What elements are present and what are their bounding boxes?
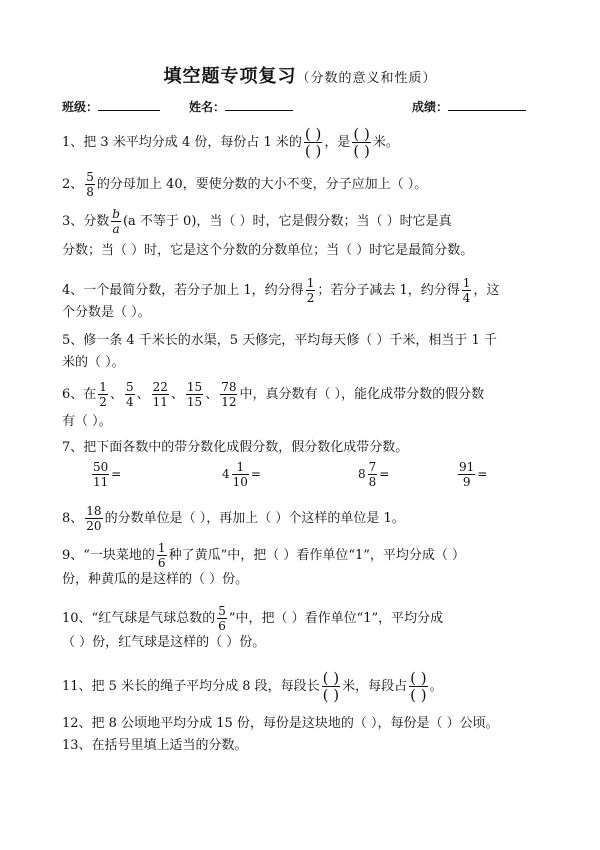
q10-text-b: ”中，把（ ）看作单位“1”，平均分成 <box>228 611 444 626</box>
q6-number: 6、在 <box>62 387 97 402</box>
question-7 <box>62 438 408 458</box>
class-blank[interactable] <box>98 98 160 111</box>
question-4-line-1 <box>62 276 499 305</box>
title-main: 填空题专项复习 <box>163 66 297 87</box>
q10-text-c: （ ）份，红气球是这样的（ ）份。 <box>62 635 266 650</box>
q10-fraction: $\frac{5}{6}$ <box>218 604 226 633</box>
q2-fraction: $\frac{5}{8}$ <box>86 170 94 199</box>
q4-fraction-1: $\frac{1}{2}$ <box>306 276 315 305</box>
q1-answer-fraction-2[interactable]: $\frac{( )}{( )}$ <box>353 125 370 160</box>
question-1 <box>62 126 399 159</box>
score-label: 成绩： <box>412 100 449 114</box>
q1-answer-fraction-1[interactable]: $\frac{( )}{( )}$ <box>304 125 322 160</box>
name-label: 姓名： <box>189 100 226 114</box>
q8-number: 8、 <box>62 511 84 526</box>
q3-text-a: (a 不等于 0)，当（ ）时，它是假分数；当（ ）时它是真 <box>122 214 452 229</box>
q7-item-1[interactable]: $\frac{50}{11}$ = <box>93 460 122 489</box>
q7-item-3[interactable]: 8 $\frac{7}{8}$ = <box>358 460 390 489</box>
question-4-line-2 <box>62 303 151 323</box>
q4-text-c: ，这 <box>473 283 500 298</box>
q7-item-4[interactable]: $\frac{91}{9}$ = <box>459 460 488 489</box>
q6-text-a: 中，真分数有（ ），能化成带分数的假分数 <box>239 387 485 402</box>
q7-item-2[interactable]: 4 $\frac{1}{10}$ = <box>222 460 261 489</box>
q6-fraction-2: $\frac{5}{4}$ <box>125 380 134 409</box>
q4-fraction-2: $\frac{1}{4}$ <box>462 276 471 305</box>
q2-text: 的分母加上 40，要使分数的大小不变，分子应加上（ ）。 <box>96 177 428 192</box>
q1-text-c: 米。 <box>372 135 399 150</box>
q8-text: 的分数单位是（ ），再加上（ ）个这样的单位是 1。 <box>104 511 405 526</box>
class-label: 班级： <box>62 100 99 114</box>
q9-text-c: 份，种黄瓜的是这样的（ ）份。 <box>62 572 249 587</box>
q6-fraction-3: $\frac{22}{11}$ <box>152 380 168 409</box>
q1-text-a: 1、把 3 米平均分成 4 份，每份占 1 米的 <box>62 135 302 150</box>
score-blank[interactable] <box>448 98 526 111</box>
score-field <box>412 98 526 115</box>
q11-text-b: 米，每段占 <box>342 679 408 694</box>
question-9-line-1 <box>62 541 465 570</box>
q8-fraction: $\frac{18}{20}$ <box>86 504 102 533</box>
q3-number: 3、分数 <box>62 214 110 229</box>
q4-text-a: 4、一个最简分数，若分子加上 1，约分得 <box>62 283 304 298</box>
title-subtitle: （分数的意义和性质） <box>296 71 437 86</box>
q4-text-b: ；若分子减去 1，约分得 <box>317 283 460 298</box>
q11-answer-fraction-2[interactable]: $\frac{( )}{( )}$ <box>410 669 427 704</box>
question-3-line-1 <box>62 207 452 236</box>
q6-fraction-1: $\frac{1}{2}$ <box>99 380 107 409</box>
q3-text-b: 分数；当（ ）时，它是这个分数的分数单位；当（ ）时它是最简分数。 <box>62 243 474 258</box>
page-title <box>0 62 600 88</box>
q5-text-b: 米的（ ）。 <box>62 355 125 370</box>
q6-fraction-4: $\frac{15}{15}$ <box>186 380 203 409</box>
q7-text: 7、把下面各数中的带分数化成假分数，假分数化成带分数。 <box>62 440 409 455</box>
q9-text-b: 种了黄瓜”中，把（ ）看作单位“1”，平均分成（ ） <box>168 548 466 563</box>
q4-text-d: 个分数是（ ）。 <box>62 305 151 320</box>
q13-text: 13、在括号里填上适当的分数。 <box>62 738 248 753</box>
question-6-line-1: 6、在 $\frac{1}{2}$ 、 $\frac{5}{4}$ 、 $\frac{22}{11}$ 、 $\frac{15}{15}$ 、 $\frac{78}{12}$ 中，真分数有（ ），能化成带分数的假分数 <box>62 380 485 409</box>
q9-text-a: 9、“一块菜地的 <box>62 548 155 563</box>
class-field <box>62 98 160 115</box>
q5-text-a: 5、修一条 4 千米长的水渠，5 天修完，平均每天修（ ）千米，相当于 1 千 <box>62 333 497 348</box>
q9-fraction: $\frac{1}{6}$ <box>157 541 166 570</box>
q12-text: 12、把 8 公顷地平均分成 15 份，每份是这块地的（ ），每份是（ ）公顷。 <box>62 716 499 731</box>
question-8 <box>62 504 405 533</box>
q2-number: 2、 <box>62 177 84 192</box>
q10-text-a: 10、“红气球是气球总数的 <box>62 611 216 626</box>
q6-fraction-5: $\frac{78}{12}$ <box>221 380 237 409</box>
question-11 <box>62 670 443 703</box>
q11-answer-fraction-1[interactable]: $\frac{( )}{( )}$ <box>322 669 340 704</box>
question-10-line-1 <box>62 604 443 633</box>
name-field <box>189 98 293 115</box>
question-3-line-2 <box>62 241 473 261</box>
q3-fraction: $\frac{b}{a}$ <box>112 207 120 236</box>
question-12 <box>62 714 499 734</box>
q6-text-b: 有（ ）。 <box>62 414 112 429</box>
q11-text-c: 。 <box>429 679 443 694</box>
question-10-line-2 <box>62 633 265 653</box>
question-2 <box>62 170 427 199</box>
question-9-line-2 <box>62 570 248 590</box>
question-13 <box>62 736 248 756</box>
question-6-line-2 <box>62 412 112 432</box>
q1-text-b: ，是 <box>324 135 351 150</box>
q11-text-a: 11、把 5 米长的绳子平均分成 8 段，每段长 <box>62 679 320 694</box>
question-5-line-2 <box>62 353 125 373</box>
name-blank[interactable] <box>225 98 293 111</box>
question-5-line-1 <box>62 331 497 351</box>
